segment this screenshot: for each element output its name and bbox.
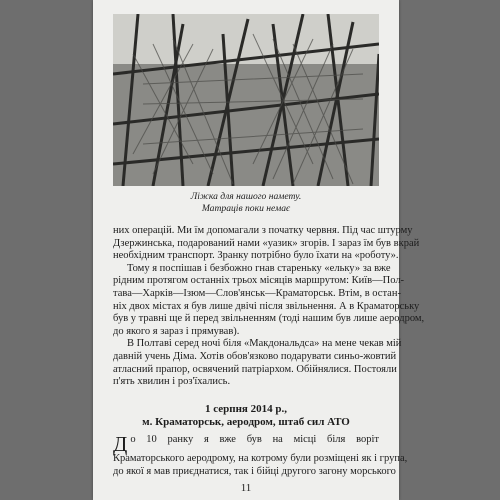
text-line: рідним протягом останніх трьох місяців маршрутом: Київ—Пол-	[113, 275, 405, 287]
photo-caption	[113, 191, 379, 215]
text-line: п'ять хвилин і роз'їхались.	[113, 376, 231, 388]
text-line: давній учень Діма. Хотів обов'язково подарувати синьо-жовтий	[113, 350, 397, 362]
book-page	[93, 0, 425, 500]
photo-bed-frames	[113, 14, 379, 186]
entry-date: 1 серпня 2014 р.,	[204, 403, 287, 415]
caption-line-1: Ліжка для нашого намету.	[190, 191, 302, 202]
paragraph-2	[113, 262, 425, 339]
entry-location: м. Краматорськ, аеродром, штаб сил АТО	[142, 416, 350, 428]
text-line: Тому я поспішав і безбожно гнав стареньку «ельку» за вже	[127, 262, 391, 274]
text-line: Дзержинська, подарований нами «уазик» згорів. І зараз їм був вкрай	[113, 237, 420, 249]
entry-heading	[113, 403, 379, 429]
text-line: атласний прапор, освячений патріархом. Обійнялися. Постояли	[113, 363, 397, 375]
body-text	[113, 225, 425, 389]
text-line: необхідним транспорт. Зранку потрібно було їхати на «роботу».	[113, 250, 399, 262]
text-line: до якого я зараз і прямував).	[113, 325, 240, 337]
text-line: ніх двох містах я був лише двічі після звільнення. А в Краматорську	[113, 300, 420, 312]
text-line: до якої я мав приєднатися, так і бійці другого загону морського	[113, 465, 396, 477]
text-line: був у травні ще й перед звільненням (тоді нашим був лише аеродром,	[113, 313, 425, 325]
text-line: В Полтаві серед ночі біля «Макдональдса» на мене чекав мій	[127, 338, 402, 350]
page-number: 11	[240, 482, 252, 494]
text-line: Краматорського аеродрому, на котрому були розміщені як і група,	[113, 453, 408, 464]
text-line: них операцій. Ми їм допомагали з початку червня. Під час штурму	[113, 225, 413, 236]
text-line: о 10 ранку я вже був на місці біля воріт	[130, 434, 379, 445]
drop-cap: Д	[113, 432, 128, 456]
text-line: тава—Харків—Ізюм—Слов'янськ—Краматорськ. Втім, в остан-	[113, 287, 401, 299]
paragraph-1	[113, 225, 420, 263]
paragraph-4	[113, 432, 408, 478]
caption-line-2: Матраців поки немає	[201, 203, 291, 214]
paragraph-3	[113, 338, 402, 388]
